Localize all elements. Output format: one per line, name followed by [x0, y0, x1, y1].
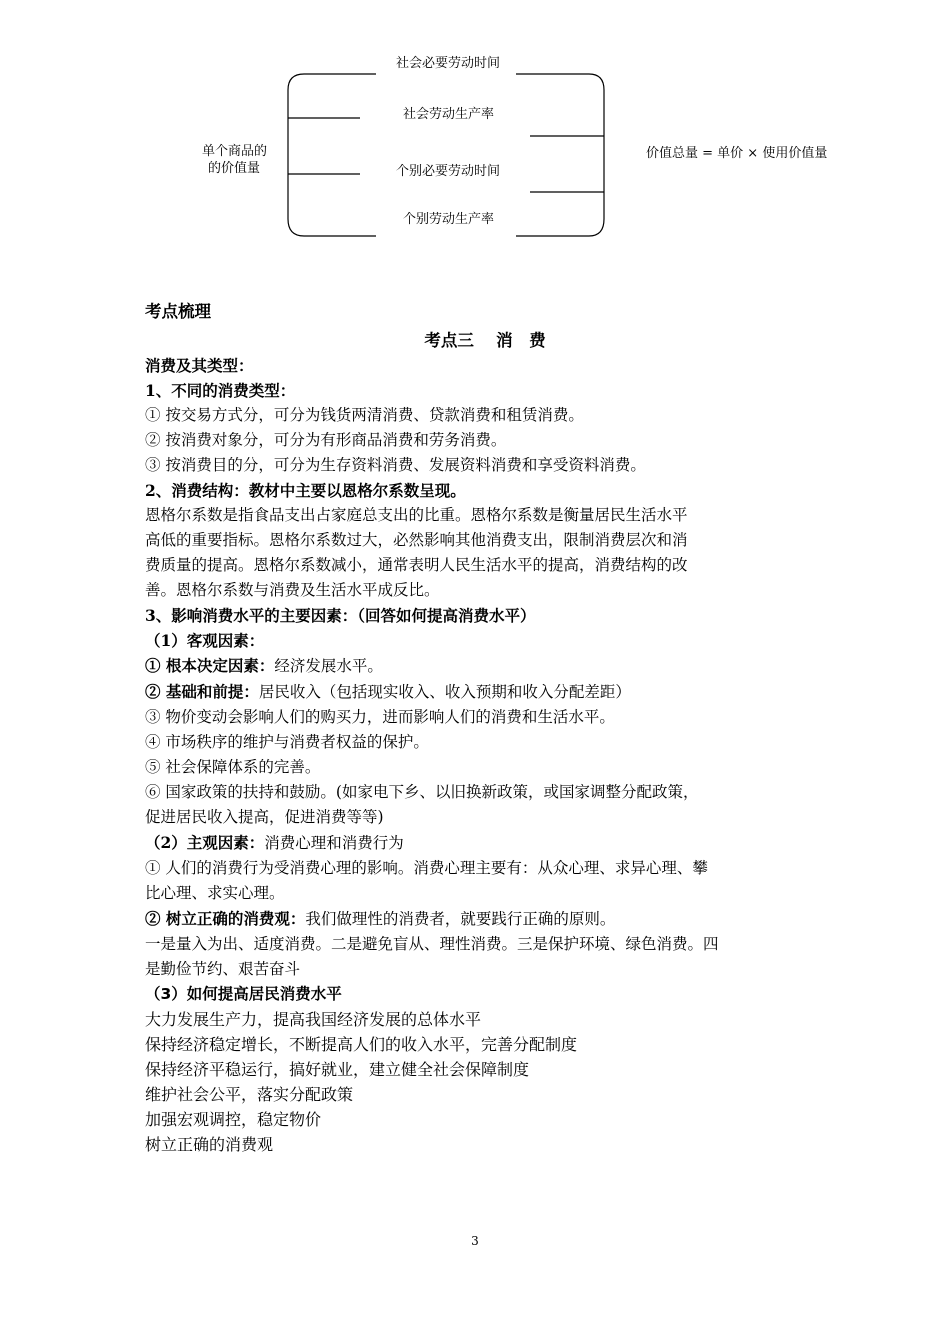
improve-heading: （3）如何提高居民消费水平 — [145, 985, 342, 1003]
section-title: 考点梳理 — [145, 302, 211, 321]
subjective-factors-heading: （2）主观因素： — [145, 833, 265, 852]
factors-heading: 3、影响消费水平的主要因素：（回答如何提高消费水平） — [145, 606, 536, 625]
paragraph-line: 善。恩格尔系数与消费及生活水平成反比。 — [145, 581, 440, 599]
label-social-labor-productivity: 社会劳动生产率 — [403, 107, 495, 122]
list-item-continuation: 比心理、求实心理。 — [145, 884, 285, 902]
objective-factors-heading: （1）客观因素： — [145, 631, 265, 650]
subjective-factors-text: 消费心理和消费行为 — [264, 834, 404, 852]
list-item: 树立正确的消费观 — [145, 1135, 274, 1154]
list-item — [145, 679, 825, 705]
list-item-continuation: 是勤俭节约、艰苦奋斗 — [145, 960, 301, 978]
list-item-text: 经济发展水平。 — [274, 657, 383, 675]
list-item-lead: ② 基础和前提： — [145, 682, 259, 701]
consumption-types-subheading: 1、不同的消费类型： — [145, 381, 296, 400]
list-item — [145, 653, 825, 679]
list-item: ③ 按消费目的分，可分为生存资料消费、发展资料消费和享受资料消费。 — [145, 456, 646, 474]
list-item: ② 按消费对象分，可分为有形商品消费和劳务消费。 — [145, 431, 507, 449]
label-single-commodity-line2: 的价值量 — [208, 161, 261, 176]
list-item — [145, 906, 825, 932]
list-item-text: 居民收入（包括现实收入、收入预期和收入分配差距） — [258, 683, 631, 701]
list-item: 保持经济平稳运行，搞好就业，建立健全社会保障制度 — [145, 1060, 530, 1079]
consumption-types-heading: 消费及其类型： — [145, 356, 254, 375]
list-item: ① 人们的消费行为受消费心理的影响。消费心理主要有：从众心理、求异心理、攀 — [145, 859, 708, 877]
list-item-lead: ② 树立正确的消费观： — [145, 909, 306, 928]
list-item: ⑤ 社会保障体系的完善。 — [145, 758, 321, 776]
list-item: ⑥ 国家政策的扶持和鼓励。(如家电下乡、以旧换新政策，或国家调整分配政策， — [145, 783, 699, 801]
list-item: 维护社会公平，落实分配政策 — [145, 1085, 354, 1104]
list-item: ④ 市场秩序的维护与消费者权益的保护。 — [145, 733, 429, 751]
subjective-factors — [145, 830, 825, 856]
list-item-text: 我们做理性的消费者，就要践行正确的原则。 — [305, 910, 616, 928]
list-item: 大力发展生产力，提高我国经济发展的总体水平 — [145, 1010, 482, 1029]
page-number: 3 — [471, 1234, 479, 1248]
label-single-commodity-line1: 单个商品的 — [202, 144, 268, 159]
paragraph-line: 恩格尔系数是指食品支出占家庭总支出的比重。恩格尔系数是衡量居民生活水平 — [145, 506, 688, 524]
paragraph-line: 费质量的提高。恩格尔系数减小，通常表明人民生活水平的提高，消费结构的改 — [145, 556, 688, 574]
list-item: 保持经济稳定增长，不断提高人们的收入水平，完善分配制度 — [145, 1035, 578, 1054]
consumption-structure-heading: 2、消费结构：教材中主要以恩格尔系数呈现。 — [145, 481, 466, 500]
list-item-continuation: 一是量入为出、适度消费。二是避免盲从、理性消费。三是保护环境、绿色消费。四 — [145, 935, 719, 953]
list-item: ① 按交易方式分，可分为钱货两清消费、贷款消费和租赁消费。 — [145, 406, 584, 424]
right-bracket — [516, 74, 604, 236]
content-body — [145, 299, 825, 1157]
label-total-value-formula: 价值总量 = 单价 × 使用价值量 — [646, 146, 828, 161]
label-individual-necessary-labor-time: 个别必要劳动时间 — [396, 164, 501, 179]
left-bracket — [288, 74, 376, 236]
label-individual-labor-productivity: 个别劳动生产率 — [403, 212, 495, 227]
label-social-necessary-labor-time: 社会必要劳动时间 — [396, 56, 501, 71]
list-item: 加强宏观调控，稳定物价 — [145, 1110, 322, 1129]
list-item-continuation: 促进居民收入提高，促进消费等等) — [145, 808, 384, 826]
list-item: ③ 物价变动会影响人们的购买力，进而影响人们的消费和生活水平。 — [145, 708, 615, 726]
paragraph-line: 高低的重要指标。恩格尔系数过大，必然影响其他消费支出，限制消费层次和消 — [145, 531, 688, 549]
topic-title: 考点三 消 费 — [424, 331, 546, 350]
list-item-lead: ① 根本决定因素： — [145, 656, 275, 675]
